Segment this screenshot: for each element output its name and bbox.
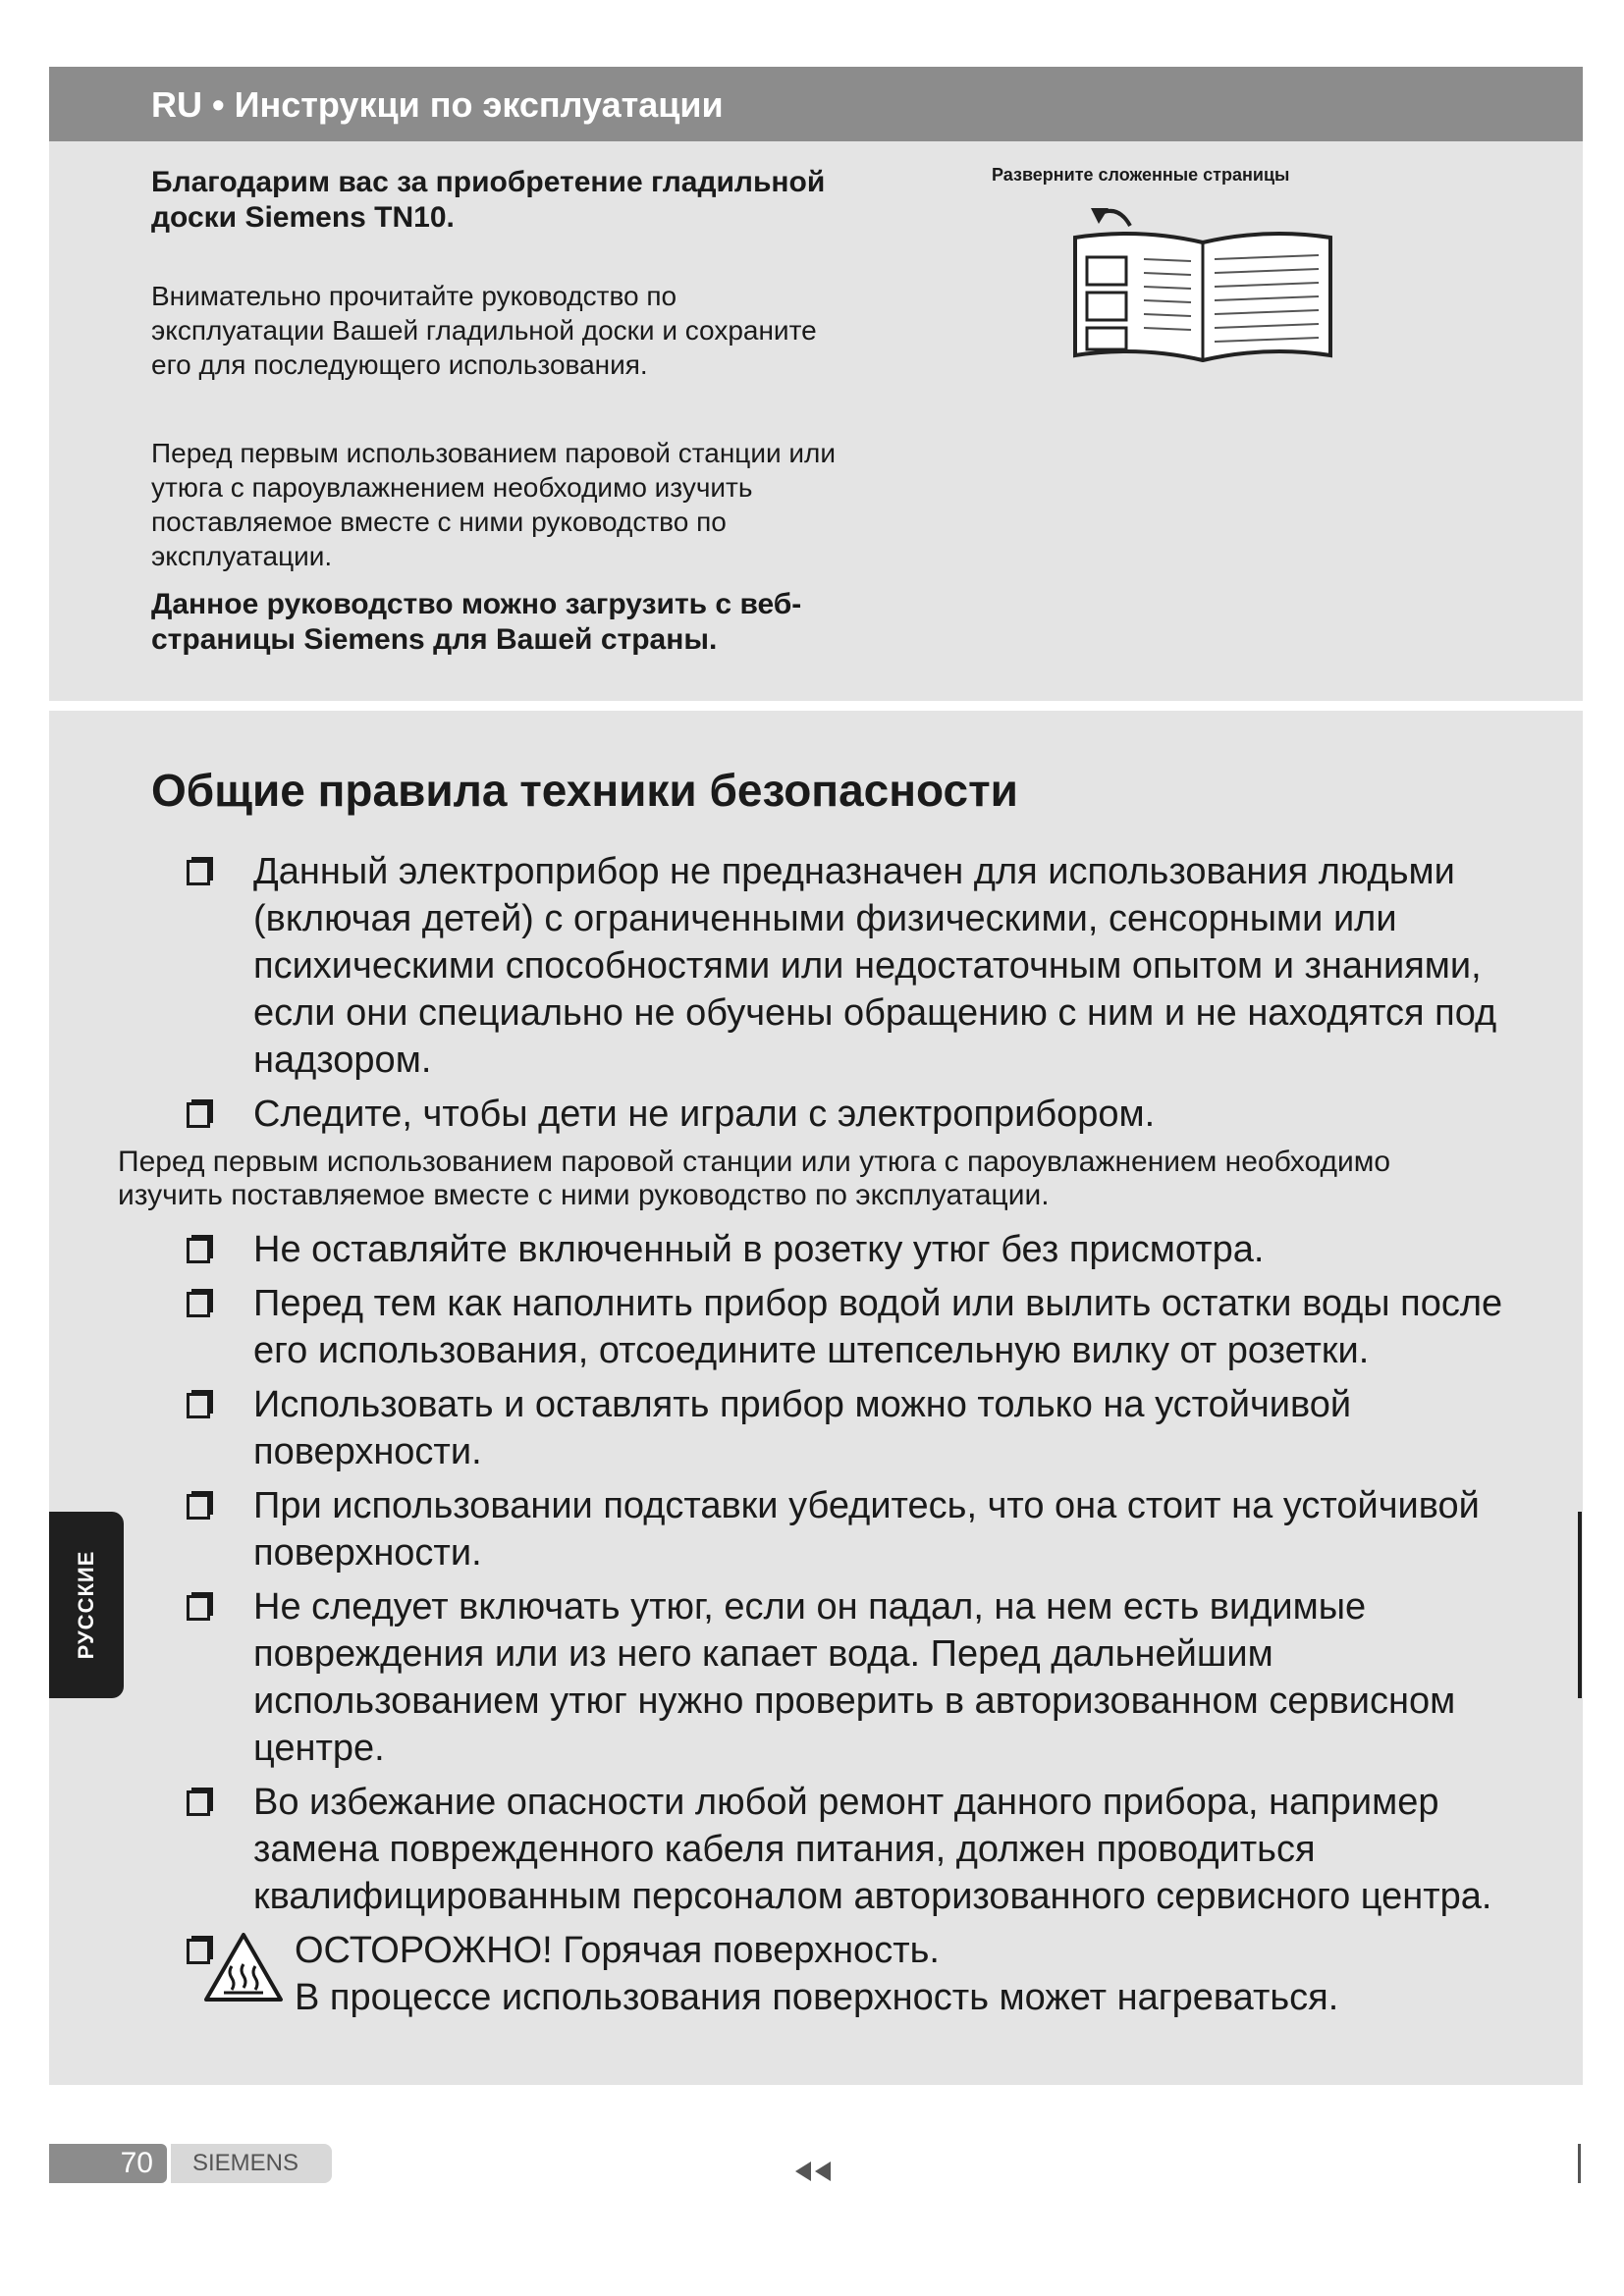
- list-item: При использовании подставки убедитесь, что она стоит на устойчивой поверхности.: [187, 1482, 1542, 1576]
- safety-heading: Общие правила техники безопасности: [151, 765, 1018, 816]
- intro-paragraph-1: Внимательно прочитайте руководство по эксплуатации Вашей гладильной доски и сохраните его для последующего использования.: [151, 281, 817, 380]
- intro-panel: [49, 141, 1583, 701]
- checkbox-bullet-icon: [187, 1393, 210, 1418]
- list-item: Данный электроприбор не предназначен для использования людьми (включая детей) с ограниченными физическими, сенсорными или психическими способностями или недостаточным опытом и знаниями, если они специально не обучены обращению с ним и не находятся под надзором.: [187, 848, 1542, 1084]
- warning-text: В процессе использования поверхность может нагреваться.: [295, 1977, 1339, 2018]
- title-text: Инструкци по эксплуатации: [234, 84, 724, 125]
- footer-edge-marker: [1578, 2144, 1581, 2183]
- brand-label: SIEMENS: [171, 2144, 332, 2183]
- intro-paragraph-2: Перед первым использованием паровой станции или утюга с пароувлажнением необходимо изучить поставляемое вместе с ними руководство по эксплуатации.: [151, 438, 836, 571]
- checkbox-bullet-icon: [187, 1595, 210, 1621]
- page-title: [151, 84, 724, 126]
- list-item: Использовать и оставлять прибор можно только на устойчивой поверхности.: [187, 1381, 1542, 1475]
- checkbox-bullet-icon: [187, 860, 210, 885]
- checkbox-bullet-icon: [187, 1790, 210, 1816]
- safety-panel: [49, 711, 1583, 2085]
- language-tab-label: РУССКИЕ: [74, 1550, 98, 1660]
- list-item: Перед тем как наполнить прибор водой или вылить остатки воды после его использования, отсоедините штепсельную вилку от розетки.: [187, 1280, 1542, 1374]
- hot-surface-warning-icon: [202, 1931, 285, 2003]
- list-item: Во избежание опасности любой ремонт данного прибора, например замена поврежденного кабеля питания, должен проводиться квалифицированным персоналом авторизованного сервисного центра.: [187, 1779, 1542, 1920]
- list-item: Следите, чтобы дети не играли с электроприбором.: [187, 1091, 1542, 1138]
- download-note: Данное руководство можно загрузить с веб-страницы Siemens для Вашей страны.: [151, 588, 802, 656]
- thanks-text: Благодарим вас за приобретение гладильной доски Siemens TN10.: [151, 166, 826, 234]
- checkbox-bullet-icon: [187, 1238, 210, 1263]
- title-separator: •: [212, 84, 225, 125]
- right-edge-marker: [1578, 1512, 1582, 1698]
- warning-title: ОСТОРОЖНО! Горячая поверхность.: [295, 1930, 940, 1971]
- lang-code: RU: [151, 84, 202, 125]
- checkbox-bullet-icon: [187, 1494, 210, 1520]
- list-item: Не оставляйте включенный в розетку утюг без присмотра.: [187, 1226, 1542, 1273]
- list-item: Не следует включать утюг, если он падал, на нем есть видимые повреждения или из него капает вода. Перед дальнейшим использованием утюг нужно проверить в авторизованном сервисном центре.: [187, 1583, 1542, 1772]
- double-left-arrow-icon: [791, 2160, 835, 2183]
- header-bar: [49, 67, 1583, 141]
- checkbox-bullet-icon: [187, 1102, 210, 1128]
- safety-list: [118, 848, 1542, 2021]
- unfold-label: Разверните сложенные страницы: [992, 165, 1290, 185]
- page-number: 70: [49, 2144, 167, 2183]
- folded-book-icon: [1065, 198, 1340, 365]
- steam-station-note: Перед первым использованием паровой станции или утюга с пароувлажнением необходимо изучить поставляемое вместе с ними руководство по эксплуатации.: [118, 1146, 1391, 1211]
- language-tab: [49, 1512, 124, 1698]
- checkbox-bullet-icon: [187, 1292, 210, 1317]
- hot-surface-warning: [187, 1927, 1542, 2021]
